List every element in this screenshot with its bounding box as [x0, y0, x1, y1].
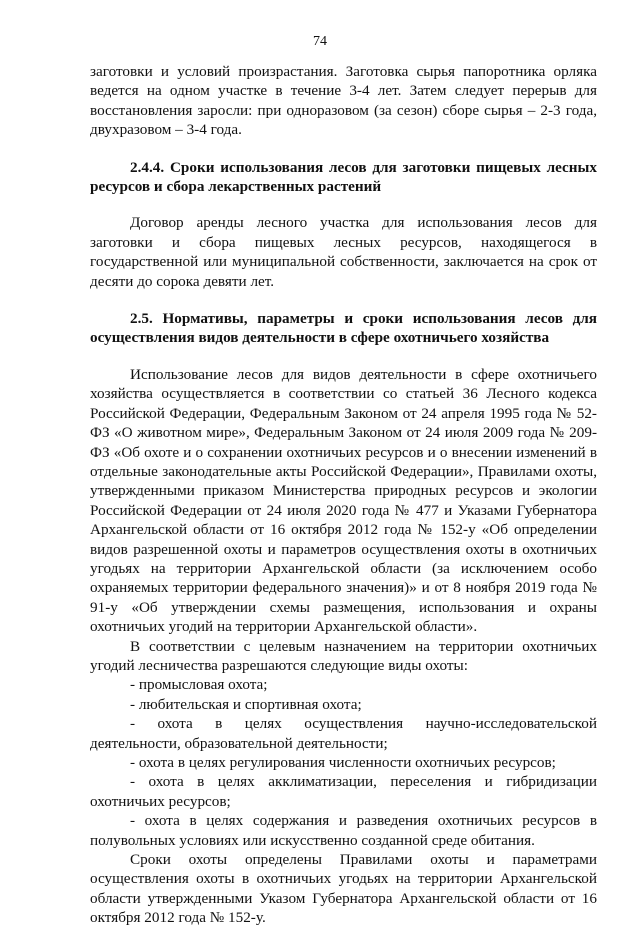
- paragraph-continuation: заготовки и условий произрастания. Заготовка сырья папоротника орляка ведется на одном участке в течение 3-4 лет. Затем следует перерыв для восстановления заросли: при одноразовом (за сезон) сборе сырья – 2-3 года, двухразовом – 3-4 года.: [90, 63, 597, 139]
- paragraph-hunting-terms: Сроки охоты определены Правилами охоты и параметрами осуществления охоты в охотничьих угодьях на территории Архангельской области утвержденными Указом Губернатора Архангельской области от 16 октября 2012 года № 152-у.: [90, 851, 597, 927]
- paragraph-hunting-legislation: Использование лесов для видов деятельности в сфере охотничьего хозяйства осуществляется в соответствии со статьей 36 Лесного кодекса Российской Федерации, Федеральным Законом от 24 апреля 1995 года № 52-ФЗ «О животном мире», Федеральным Законом от 24 июля 2009 года № 209-ФЗ «Об охоте и о сохранении охотничьих ресурсов и о внесении изменений в отдельные законодательные акты Российской Федерации», Правилами охоты, утвержденными приказом Министерства природных ресурсов и экологии Российской Федерации от 24 июля 2020 года № 477 и Указами Губернатора Архангельской области от 16 октября 2012 года № 152-у «Об определении видов разрешенной охоты и параметров осуществления охоты в охотничьих угодьях на территории Архангельской области (за исключением особо охраняемых территории федерального значения)» и от 8 ноября 2019 года № 91-у «Об утверждении схемы размещения, использования и охраны охотничьих угодий на территории Архангельской области».: [90, 365, 597, 636]
- section-heading-2-4-4: 2.4.4. Сроки использования лесов для заготовки пищевых лесных ресурсов и сбора лекарственных растений: [90, 158, 597, 196]
- page-number: 74: [313, 34, 327, 49]
- section-heading-2-5: 2.5. Нормативы, параметры и сроки использования лесов для осуществления видов деятельности в сфере охотничьего хозяйства: [90, 310, 597, 347]
- list-item-hunting-type: - охота в целях регулирования численности охотничьих ресурсов;: [130, 754, 556, 771]
- paragraph-lease-term: Договор аренды лесного участка для использования лесов для заготовки и сбора пищевых лесных ресурсов, находящегося в государственной или муниципальной собственности, заключается на срок от десяти до сорока девяти лет.: [90, 214, 597, 290]
- list-item-hunting-type: - охота в целях содержания и разведения охотничьих ресурсов в полувольных условиях или искусственно созданной среде обитания.: [90, 812, 597, 849]
- list-item-hunting-type: - охота в целях осуществления научно-исследовательской деятельности, образовательной деятельности;: [90, 715, 597, 752]
- page-content: [90, 62, 597, 928]
- paragraph-hunting-types-intro: В соответствии с целевым назначением на территории охотничьих угодий лесничества разрешаются следующие виды охоты:: [90, 637, 597, 674]
- list-item-hunting-type: - любительская и спортивная охота;: [130, 695, 362, 713]
- list-item-hunting-type: - охота в целях акклиматизации, переселения и гибридизации охотничьих ресурсов;: [90, 773, 597, 810]
- list-item-hunting-type: - промысловая охота;: [130, 676, 268, 694]
